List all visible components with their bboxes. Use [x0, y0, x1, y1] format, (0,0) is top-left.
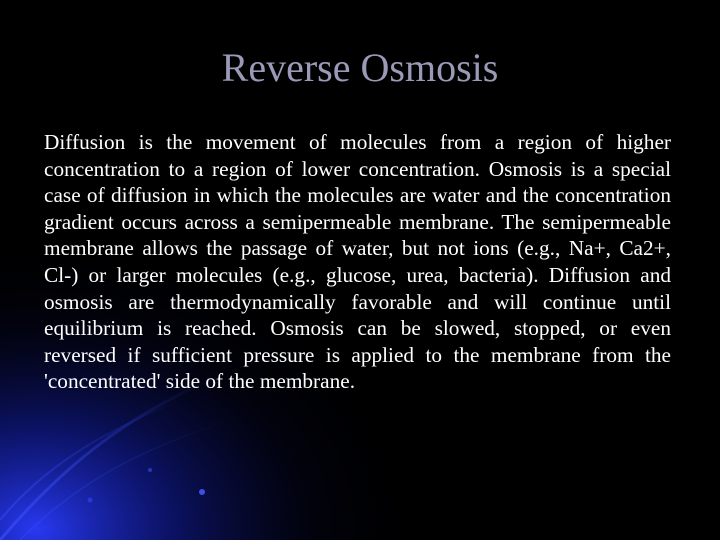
slide-title: Reverse Osmosis: [221, 45, 499, 90]
slide-body-paragraph: Diffusion is the movement of molecules from a region of higher concentration to a region of lower concentration. Osmosis is a special case of diffusion in which the molecules are water and the concentration gradient occurs across a semipermeable membrane. The semipermeable membrane allows the passage of water, but not ions (e.g., Na+, Ca2+, Cl-) or larger molecules (e.g., glucose, urea, bacteria). Diffusion and osmosis are thermodynamically favorable and will continue until equilibrium is reached. Osmosis can be slowed, stopped, or even reversed if sufficient pressure is applied to the membrane from the 'concentrated' side of the membrane.: [44, 130, 671, 394]
